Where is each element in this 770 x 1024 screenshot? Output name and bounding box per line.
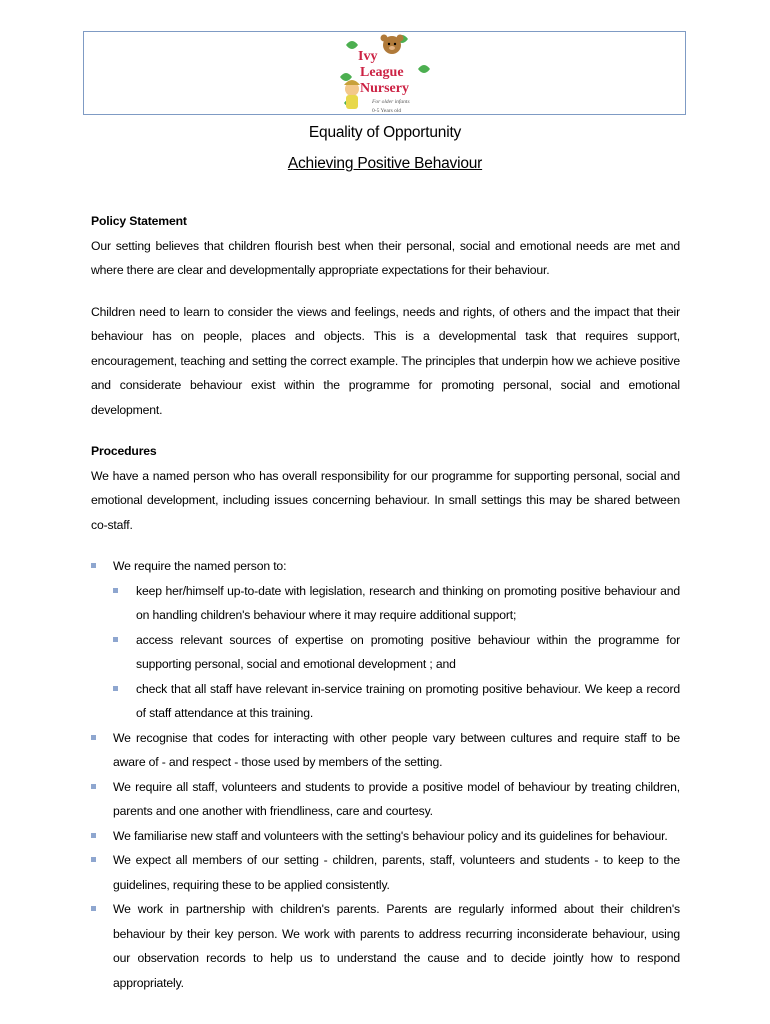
list-item-text: We require all staff, volunteers and students to provide a positive model of behaviour by treating children, parents and one another with friendliness, care and courtesy.: [113, 779, 680, 818]
list-item: [91, 726, 680, 775]
square-bullet-icon: [91, 857, 96, 862]
policy-heading: Policy Statement: [91, 214, 187, 228]
list-item-text: We work in partnership with children's parents. Parents are regularly informed about their children's behaviour by their key person. We work with parents to address recurring inconsiderate behaviour, using our observation records to help us to understand the cause and to decide jointly how to respond appropriately.: [113, 902, 680, 990]
header-box: [83, 31, 686, 115]
sub-list: [113, 579, 680, 726]
list-item: [91, 554, 680, 726]
square-bullet-icon: [91, 735, 96, 740]
list-item-text: We expect all members of our setting - children, parents, staff, volunteers and students - to keep to the guidelines, requiring these to be applied consistently.: [113, 853, 680, 892]
girl-figure-icon: [344, 80, 360, 109]
logo-text-line1: Ivy: [358, 49, 378, 64]
list-item: [91, 824, 680, 849]
square-bullet-icon: [113, 686, 118, 691]
sub-list-item-text: access relevant sources of expertise on promoting positive behaviour within the programme for supporting personal, social and emotional development ; and: [136, 632, 680, 671]
logo-text-line3: Nursery: [360, 81, 409, 96]
square-bullet-icon: [113, 588, 118, 593]
sub-list-item: [113, 677, 680, 726]
procedures-list: [91, 554, 680, 995]
logo-text-line2: League: [360, 65, 404, 80]
list-item: [91, 848, 680, 897]
list-item-text: We require the named person to:: [113, 559, 287, 573]
nursery-logo: [336, 33, 434, 115]
page-subtitle: Achieving Positive Behaviour: [287, 155, 483, 172]
logo-tagline2: 0-5 Years old: [372, 108, 402, 114]
procedures-paragraph: We have a named person who has overall responsibility for our programme for supporting personal, social and emotional development, including issues concerning behaviour. In small settings this may be shared between co-staff.: [91, 468, 680, 532]
document-body: [91, 209, 680, 995]
sub-list-item: [113, 579, 680, 628]
list-item-text: We recognise that codes for interacting with other people vary between cultures and require staff to be aware of - and respect - those used by members of the setting.: [113, 730, 680, 769]
page-title: Equality of Opportunity: [308, 124, 462, 141]
square-bullet-icon: [91, 833, 96, 838]
sub-list-item-text: check that all staff have relevant in-service training on promoting positive behaviour. We keep a record of staff attendance at this training.: [136, 681, 680, 720]
square-bullet-icon: [113, 637, 118, 642]
square-bullet-icon: [91, 784, 96, 789]
square-bullet-icon: [91, 906, 96, 911]
teddy-bear-icon: [381, 35, 404, 55]
procedures-heading: Procedures: [91, 444, 157, 458]
sub-list-item-text: keep her/himself up-to-date with legislation, research and thinking on promoting positive behaviour and on handling children's behaviour where it may require additional support;: [136, 583, 680, 622]
policy-paragraph-1: Our setting believes that children flourish best when their personal, social and emotional needs are met and where there are clear and developmentally appropriate expectations for their behaviour.: [91, 238, 680, 277]
list-item: [91, 897, 680, 995]
square-bullet-icon: [91, 563, 96, 568]
list-item: [91, 775, 680, 824]
list-item-text: We familiarise new staff and volunteers with the setting's behaviour policy and its guidelines for behaviour.: [113, 828, 668, 843]
policy-paragraph-2: Children need to learn to consider the views and feelings, needs and rights, of others and the impact that their behaviour has on people, places and objects. This is a developmental task that requires support, encouragement, teaching and setting the correct example. The principles that underpin how we achieve positive and considerate behaviour exist within the programme for promoting personal, social and emotional development.: [91, 304, 680, 417]
logo-tagline1: For older infants: [372, 99, 410, 105]
sub-list-item: [113, 628, 680, 677]
